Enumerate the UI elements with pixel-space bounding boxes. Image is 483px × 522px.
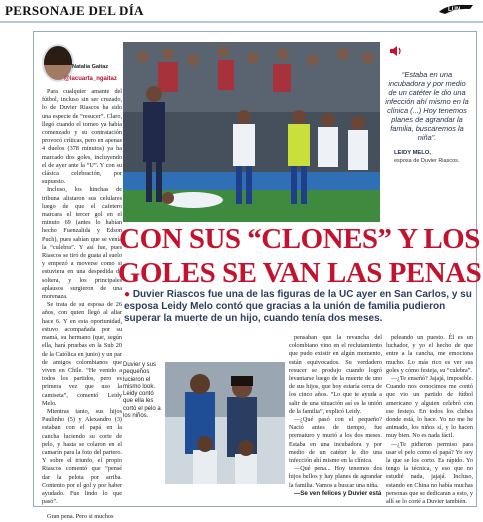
newspaper-logo [437,2,475,16]
body-column-3 [289,334,382,498]
paragraph: —Qué pena... Hoy tenemos dos hijos bellos y hay planes de agrandar la familia. Vamos a buscar una niña. [289,465,382,489]
body-column-1 [42,88,122,522]
section-title: PERSONAJE DEL DÍA [5,3,144,18]
paragraph: Gran pena. Pero si muchos [47,513,114,521]
headline: CON SUS “CLONES” Y LOS GOLES SE VAN LAS PENAS [117,223,482,289]
bullet-icon: ● [124,289,133,300]
family-photo [165,362,285,484]
lead-text: Duvier Riascos fue una de las figuras de la UC ayer en San Carlos, y su esposa Leidy Melo contó que gracias a la unión de familia pudieron superar la muerte de un hijo, cuando tenía dos meses. [124,289,472,324]
author-handle: @lacuarta_ngaitaz [64,76,117,82]
paragraph: Mientras tanto, sus hijos Paulinho (5) y Alexandro (3) estaban con el papá en la cancha luciendo su corte de pelo, y hasta se colaron en el camarín para la foto del partero. Y sobre el triunfo, el propio Riascos comentó que “pensé dar la pelota por arriba. Contento por el gol y por haber ayudado. Fue lindo lo que pasó”. [42,407,122,506]
paragraph: —¿Te pidieron permiso para usar el pelo como el papá? Yo soy la que se los corto. Es rápido. Yo tengo la técnica, y eso que no estudié nada, jajajá. Incluso, estando en China no había muchas personas que se dedicaran a esto, y allí se lo corté a Duvier también. [386,440,473,506]
paragraph: —¿Qué pasó con el pequeño? Nació antes de tiempo, fue prematuro y murió a los dos meses. Estaba en una incubadora y por medio de un catéter le dio una infección ahí mismo en la clínica. [289,416,382,465]
paragraph: Incluso, los hinchas de tribuna alistaron sus celulares luego de que el cafetero marcara el tercer gol en el minuto 69 (antes lo habían hecho Fuenzalida y Edson Puch), pues sabían que se venía la “culebra”. Y así fue, pues Riascos se tiró de guata al suelo y empezó a moverse como si estuviera en una despedida de soltera, y los principales aplausos surgieron de una morenaza. [42,186,122,301]
paragraph: pensaban que la revancha del colombiano vino en el reclutamiento que pudo existir en algún momento, están equivocados. Su verdadero resucer se produjo cuando logró levantarse luego de la muerte de uno de sus hijos, que hoy estaría cerca de los cinco años. “Lo que te ayuda a salir de una situación así es la unión de la familia”, explicó Leidy. [289,334,382,415]
match-photo [123,42,380,222]
page-header [0,0,483,22]
paragraph: Para cualquier amante del fútbol, incluso sin ser cruzado, lo de Duvier Riascos ha sido una especie de “resucer”. Claro, llegó cuando el torneo ya había comenzado y su contratación provocó críticas, pero en apenas 4 duelos (378 minutos) ya ha marcado dos goles, incluyendo el de ayer ante la “U”. Y con su clásica celebración, por supuesto. [42,88,122,186]
logo-text: LUN [448,7,461,13]
bold-question: —Se ven felices y Duvier está [294,489,382,497]
photo-caption: Duvier y sus pequeños lucieron el mismo look. Leidy contó que ella les cortó el pelo a los niños. [123,362,161,420]
paragraph: Se trata de su esposa de 26 años, con quien llegó al altar hace 6. Y en esta oportunidad, estuvo acompañada por su mamá, su hermano (que, según ella, hará pruebas en la Sub 20 de la Católica en junio) y un par de amigos colombianos que viven en Chile. “He venido a todos los partidos, pero es primera vez que uso la camiseta”, comentó Leidy Melo. [42,301,122,407]
paragraph: —¿Te enseñó? Jajajá, imposible. Cuando nos conocimos me contó que vio un partido de fútbol americano y alguien celebró con ese festejo. En todos los clubes donde está, lo hace. Yo no me he animado, los niños sí, y lo hacen muy bien. No es nada fácil. [386,375,473,440]
paragraph [289,490,382,498]
body-column-4 [386,334,473,506]
paragraph: peleando un puesto. Él es un luchador, y yo el hecho de que entre a la cancha, me emociona mucho. Lo más rico es ver sus goles y cómo festeja, su “culebra”. [386,334,473,374]
quote-author: LEIDY MELO, [394,150,431,156]
speaker-icon [389,45,403,57]
quote-author-role: esposa de Duvier Riascos. [394,158,460,164]
lead-paragraph [124,289,474,325]
author-name: Natalia Gaitaz [72,64,109,70]
pull-quote: “Estaba en una incubadora y por medio de un catéter le dio una infección ahí mismo en la clínica (...) Hoy tenemos planes de agrandar la familia, buscaremos la niña”. [385,70,469,142]
header-divider [0,21,483,23]
